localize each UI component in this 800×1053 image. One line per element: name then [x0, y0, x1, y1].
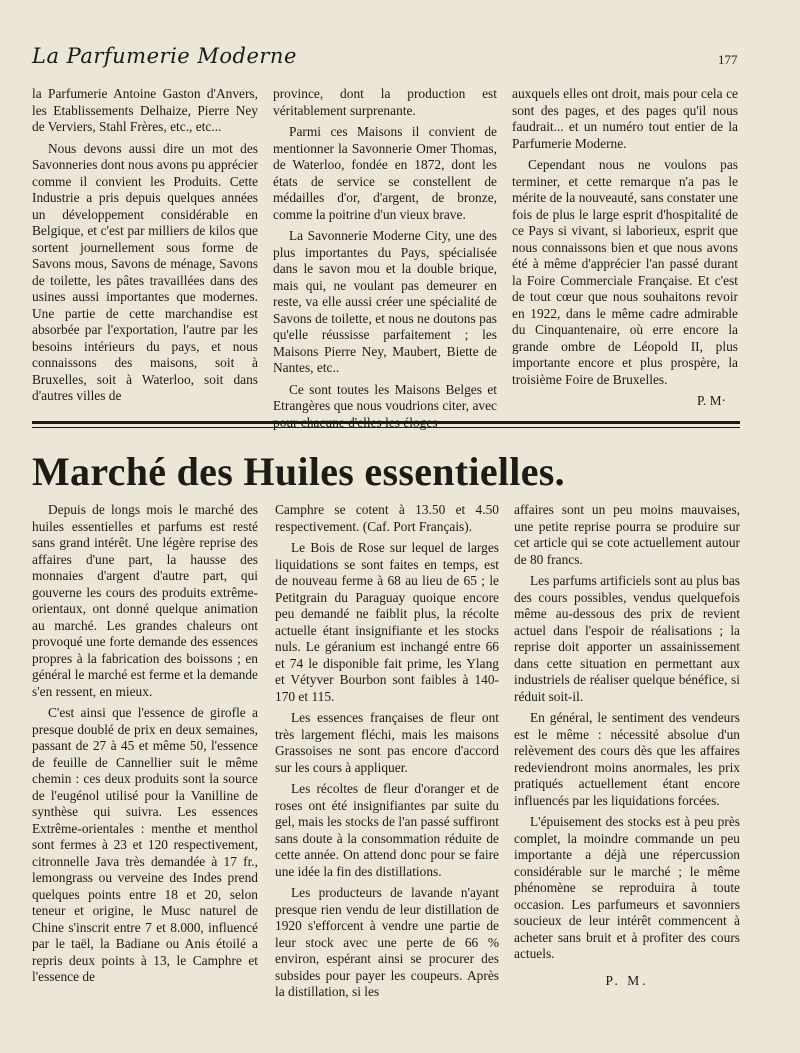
- paragraph: Le Bois de Rose sur lequel de larges liquidations se sont faites en temps, est de nouveau ferme à 68 au lieu de 65 ; le Petitgrain du Paraguay quoique encore peu demandé ne faiblit plus, la récolte actuelle étant insignifiante et les stocks nuls. Le géranium est inchangé entre 66 et 74 le disponible fait prime, les Ylang et Vétyver Bourbon sont faibles à 140-170 et 115.: [275, 540, 499, 704]
- section-divider: [32, 421, 740, 424]
- paragraph: Les producteurs de lavande n'ayant presque rien vendu de leur distillation de 1920 s'efforcent à vendre une partie de leur stock avec une perte de 66 % environ, espérant ainsi se procurer des subsides pour payer les coupeurs. Après la distillation, si les: [275, 885, 499, 999]
- main-article-column-2: [275, 502, 499, 1006]
- top-article-column-3: [512, 86, 738, 415]
- author-signature: P. M·: [696, 393, 726, 408]
- paragraph: province, dont la production est véritablement surprenante.: [273, 86, 497, 118]
- paragraph: Les parfums artificiels sont au plus bas des cours possibles, vendus quelquefois même au-dessous des prix de revient actuel dans l'espoir de réalisations ; la reprise doit apporter un assainissement dans cette situation en permettant aux industriels de réaliser quelque bénéfice, si réduit soit-il.: [514, 573, 740, 704]
- paragraph: La Savonnerie Moderne City, une des plus importantes du Pays, spécialisée dans le savon mou et la double brique, mais qui, ne voulant pas demeurer en reste, va elle aussi créer une spécialité de Savons de toilette, et nous ne doutons pas qu'elle réussisse parfaitement ; les Maisons Pierre Ney, Maubert, Biette de Nantes, etc..: [273, 228, 497, 375]
- paragraph: L'épuisement des stocks est à peu près complet, la moindre commande un peu importante a déjà une répercussion considérable sur le marché ; le même phénomène se reproduira à toute occasion. Les parfumeurs et savonniers soucieux de leur intérêt commencent à acheter sans bruit et à profiter des cours actuels.: [514, 814, 740, 961]
- author-signature: P. M.: [605, 972, 649, 988]
- paragraph: affaires sont un peu moins mauvaises, une petite reprise pourra se produire sur cet article qui se cote actuellement autour de 80 francs.: [514, 502, 740, 567]
- paragraph: En général, le sentiment des vendeurs est le même : nécessité absolue d'un relèvement des cours dès que les affaires redeviendront moins anormales, les prix pratiqués actuellement étant encore influencés par les liquidations forcées.: [514, 710, 740, 808]
- main-article-column-3: [514, 502, 740, 994]
- top-article-column-1: [32, 86, 258, 410]
- paragraph: Cependant nous ne voulons pas terminer, et cette remarque n'a pas le mérite de la nouveauté, sans constater une fois de plus le large esprit d'hospitalité de ce Pays si vivant, si laborieux, esprit que nous connaissons bien et que nous avons été à même d'apprécier l'an passé durant la Foire Commerciale Française. Et c'est de tout cœur que nous souhaitons revoir en 1922, dans le même cadre admirable du Cinquantenaire, où erre encore la grande ombre de Léopold II, plus importante encore et plus prospère, la troisième Foire de Bruxelles.: [512, 157, 738, 387]
- paragraph: Camphre se cotent à 13.50 et 4.50 respectivement. (Caf. Port Français).: [275, 502, 499, 534]
- paragraph: C'est ainsi que l'essence de girofle a presque doublé de prix en deux semaines, passant de 27 à 45 et même 50, l'essence de feuille de Cannellier suit le même chemin : ces deux produits sont la source de l'eugénol utilisé pour la Vanilline de synthèse qui suivra. Les essences Extrême-orientales : menthe et menthol sont fermes à 23 et 120 respectivement, citronnelle Java très demandée à 17 fr., lemongrass ou verveine des Indes prend quelques points entre 18 et 20, selon teneur et origine, le Musc naturel de Chine s'inscrit entre 7 et 8.000, influencé par le taël, la Badiane ou Anis étoilé a repris deux points à 13, le Camphre et l'essence de: [32, 705, 258, 984]
- page-number: 177: [718, 52, 738, 67]
- paragraph: Nous devons aussi dire un mot des Savonneries dont nous avons pu apprécier comme il convient les Produits. Cette Industrie a pris depuis quelques années un développement considérable en Belgique, et c'est par milliers de kilos que sortent journellement sous forme de Savons mous, Savons de ménage, Savons de toilette, les pâtes travaillées dans des usines aussi importantes que modernes. Une partie de cette marchandise est absorbée par l'exportation, l'autre par les besoins intérieurs du pays, et nous connaissons des maisons, soit à Bruxelles, soit à Waterloo, soit dans d'autres villes de: [32, 140, 258, 403]
- section-divider-thin: [32, 427, 740, 428]
- paragraph: Les essences françaises de fleur ont très largement fléchi, mais les maisons Grassoises ne sont pas encore d'accord sur les cours à appliquer.: [275, 710, 499, 775]
- main-article-column-1: [32, 502, 258, 991]
- top-article-column-2: [273, 86, 497, 436]
- paragraph: Parmi ces Maisons il convient de mentionner la Savonnerie Omer Thomas, de Waterloo, fondée en 1872, dont les états de service se constellent de médailles d'or, d'argent, de bronze, comme la poitrine d'un vieux brave.: [273, 124, 497, 222]
- paragraph: la Parfumerie Antoine Gaston d'Anvers, les Etablissements Delhaize, Pierre Ney de Verviers, Stahl Frères, etc., etc...: [32, 86, 258, 134]
- article-headline: Marché des Huiles essentielles.: [32, 449, 565, 494]
- paragraph: Depuis de longs mois le marché des huiles essentielles et parfums est resté sans grand intérêt. Une légère reprise des affaires d'une part, la hausse des monnaies d'argent d'autre part, qui gouverne les cours des produits extrême-orientaux, ont donné quelque animation au marché. Les grandes chaleurs ont provoqué une forte demande des essences propres à la fabrication des boissons ; en général le marché est ferme et la demande s'en ressent, en mieux.: [32, 502, 258, 699]
- paragraph: Les récoltes de fleur d'oranger et de roses ont été insignifiantes par suite du gel, mais les stocks de l'an passé suffiront sans doute à la consommation réduite de cette année. On attend donc pour se faire une idée la fin des distillations.: [275, 781, 499, 879]
- paragraph: auxquels elles ont droit, mais pour cela ce sont des pages, et des pages qu'il nous faudrait... et un numéro tout entier de la Parfumerie Moderne.: [512, 86, 738, 151]
- paragraph: Ce sont toutes les Maisons Belges et Etrangères que nous voudrions citer, avec: [273, 381, 497, 413]
- masthead-title: La Parfumerie Moderne: [32, 44, 297, 68]
